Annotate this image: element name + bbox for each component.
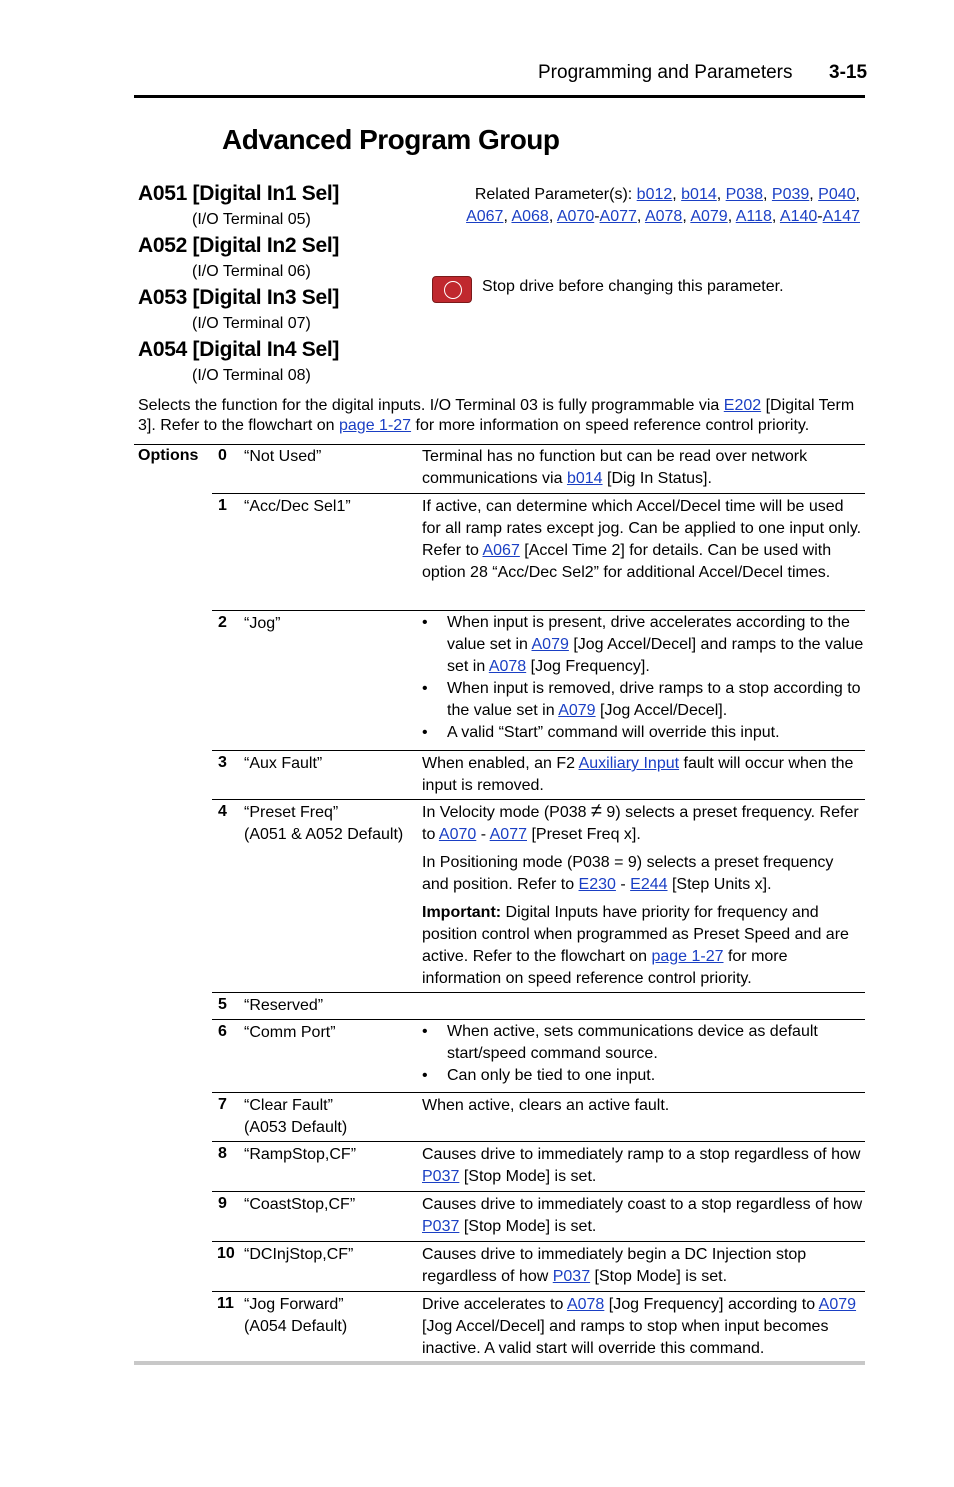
option-description bbox=[422, 612, 864, 744]
option-default-note: (A051 & A052 Default) bbox=[244, 826, 404, 843]
desc-text: for more information on speed reference control priority. bbox=[411, 417, 810, 434]
option-row-11 bbox=[212, 1291, 865, 1362]
option-description bbox=[422, 446, 864, 490]
option-row-0 bbox=[212, 444, 865, 493]
option-row-6 bbox=[212, 1019, 865, 1093]
option-row-7 bbox=[212, 1092, 865, 1142]
option-text: Causes drive to immediately ramp to a stop regardless of how bbox=[422, 1146, 861, 1163]
option-text: [Jog Accel/Decel] and ramps to the value set in bbox=[447, 636, 864, 675]
options-label: Options bbox=[138, 447, 199, 464]
link-a068[interactable]: A068 bbox=[511, 208, 549, 225]
link-p040[interactable]: P040 bbox=[818, 186, 856, 203]
link-p037[interactable]: P037 bbox=[422, 1218, 460, 1235]
related-label: Related Parameter(s): bbox=[474, 186, 637, 203]
option-text: [Jog Accel/Decel]. bbox=[595, 702, 728, 719]
option-text: Causes drive to immediately begin a DC Injection stop regardless of how bbox=[422, 1246, 807, 1285]
link-a079[interactable]: A079 bbox=[558, 702, 596, 719]
param-name-a053: A053 [Digital In3 Sel] bbox=[138, 286, 340, 309]
link-a078[interactable]: A078 bbox=[644, 208, 683, 225]
link-a079[interactable]: A079 bbox=[531, 636, 569, 653]
option-text: Terminal has no function but can be read over network communications via bbox=[422, 448, 808, 487]
option-text: [Stop Mode] is set. bbox=[459, 1218, 597, 1235]
param-terminal-a051: (I/O Terminal 05) bbox=[192, 211, 311, 228]
option-name-line: “Jog Forward” bbox=[244, 1296, 344, 1313]
link-a079[interactable]: A079 bbox=[818, 1296, 857, 1313]
option-default-note: (A053 Default) bbox=[244, 1119, 348, 1136]
link-page-1-27[interactable]: page 1-27 bbox=[651, 948, 724, 965]
link-a077[interactable]: A077 bbox=[489, 826, 527, 843]
option-number: 1 bbox=[218, 497, 227, 514]
option-name: “Comm Port” bbox=[244, 1024, 336, 1041]
running-header-title: Programming and Parameters bbox=[538, 62, 793, 83]
option-number: 10 bbox=[217, 1245, 235, 1262]
option-name: “Jog” bbox=[244, 615, 281, 632]
link-a070[interactable]: A070 bbox=[556, 208, 595, 225]
page-number: 3-15 bbox=[829, 62, 868, 83]
option-text: [Stop Mode] is set. bbox=[459, 1168, 597, 1185]
link-a070[interactable]: A070 bbox=[438, 826, 477, 843]
option-default-note: (A054 Default) bbox=[244, 1318, 348, 1335]
option-name bbox=[244, 1095, 419, 1139]
option-row-9 bbox=[212, 1191, 865, 1242]
param-terminal-a052: (I/O Terminal 06) bbox=[192, 263, 311, 280]
param-terminal-a053: (I/O Terminal 07) bbox=[192, 315, 311, 332]
option-description bbox=[422, 1294, 864, 1360]
option-description bbox=[422, 496, 864, 584]
page-title: Advanced Program Group bbox=[222, 124, 560, 155]
option-name: “CoastStop,CF” bbox=[244, 1196, 356, 1213]
option-name: “Acc/Dec Sel1” bbox=[244, 498, 351, 515]
option-name: “Aux Fault” bbox=[244, 755, 323, 772]
option-text: [Preset Freq x]. bbox=[527, 826, 641, 843]
bullet-item bbox=[422, 612, 864, 678]
option-description bbox=[422, 1021, 864, 1087]
link-a140[interactable]: A140 bbox=[779, 208, 818, 225]
link-b012[interactable]: b012 bbox=[636, 186, 673, 203]
option-row-10 bbox=[212, 1241, 865, 1292]
option-text: - bbox=[476, 826, 490, 843]
option-row-3 bbox=[212, 750, 865, 800]
table-bottom-rule bbox=[134, 1361, 865, 1365]
parameter-description bbox=[138, 396, 862, 436]
link-b014[interactable]: b014 bbox=[566, 470, 603, 487]
option-row-4 bbox=[212, 799, 865, 993]
link-p039[interactable]: P039 bbox=[771, 186, 810, 203]
option-description bbox=[422, 1144, 864, 1188]
option-name: “DCInjStop,CF” bbox=[244, 1246, 354, 1263]
option-text: [Jog Frequency] according to bbox=[604, 1296, 819, 1313]
param-name-a052: A052 [Digital In2 Sel] bbox=[138, 234, 340, 257]
option-name bbox=[244, 802, 419, 846]
link-auxiliary-input[interactable]: Auxiliary Input bbox=[578, 755, 680, 772]
option-row-8 bbox=[212, 1141, 865, 1192]
option-description: When active, clears an active fault. bbox=[422, 1097, 670, 1114]
option-text: [Dig In Status]. bbox=[602, 470, 712, 487]
important-label: Important: bbox=[422, 904, 502, 921]
link-a118[interactable]: A118 bbox=[735, 208, 772, 225]
link-a078[interactable]: A078 bbox=[488, 658, 527, 675]
link-a078[interactable]: A078 bbox=[566, 1296, 605, 1313]
link-e244[interactable]: E244 bbox=[630, 876, 668, 893]
link-b014[interactable]: b014 bbox=[681, 186, 717, 203]
option-text: [Accel Time 2] for details. Can be used with option 28 “Acc/Dec Sel2” for additional Accel/Decel times. bbox=[422, 542, 832, 581]
option-name-line: “Preset Freq” bbox=[244, 804, 339, 821]
desc-text: [Digital Term 3]. Refer to the flowchart on bbox=[138, 397, 855, 434]
link-a077[interactable]: A077 bbox=[599, 208, 637, 225]
option-name bbox=[244, 1294, 419, 1338]
link-a147[interactable]: A147 bbox=[822, 208, 860, 225]
option-text: In Velocity mode (P038 bbox=[422, 804, 591, 821]
option-number: 0 bbox=[218, 447, 227, 464]
option-text: When input is removed, drive ramps to a stop according to the value set in bbox=[447, 680, 861, 719]
option-text: for more information on speed reference control priority. bbox=[422, 948, 788, 987]
stop-notice: Stop drive before changing this parameter. bbox=[482, 278, 784, 295]
related-parameters: Related Parameter(s): b012, b014, P038, P039, P040, A067, A068, A070-A077, A078, A079, A118, A140-A147 bbox=[466, 186, 860, 225]
param-name-a051: A051 [Digital In1 Sel] bbox=[138, 182, 340, 205]
option-text: Digital Inputs have priority for frequency and position control when programmed as Preset Speed and are active. Refer to the flowchart on bbox=[422, 904, 849, 965]
option-text: [Stop Mode] is set. bbox=[590, 1268, 728, 1285]
option-text: [Step Units x]. bbox=[667, 876, 772, 893]
velocity-mode-paragraph bbox=[422, 802, 864, 846]
option-text: [Jog Accel/Decel] and ramps to stop when input becomes inactive. A valid start will override this command. bbox=[422, 1318, 829, 1357]
bullet-item: • When active, sets communications device as default start/speed command source. bbox=[422, 1021, 864, 1065]
option-number: 8 bbox=[218, 1145, 227, 1162]
option-name: “Not Used” bbox=[244, 448, 322, 465]
option-number: 11 bbox=[217, 1295, 234, 1312]
option-description bbox=[422, 1244, 864, 1288]
link-p037[interactable]: P037 bbox=[422, 1168, 460, 1185]
link-e230[interactable]: E230 bbox=[578, 876, 616, 893]
option-name: “RampStop,CF” bbox=[244, 1146, 357, 1163]
option-number: 6 bbox=[218, 1023, 227, 1040]
option-description bbox=[422, 753, 864, 797]
option-number: 2 bbox=[218, 614, 227, 631]
option-name: “Reserved” bbox=[244, 997, 324, 1014]
link-page-1-27[interactable]: page 1-27 bbox=[339, 417, 412, 434]
link-a079[interactable]: A079 bbox=[690, 208, 728, 225]
option-description bbox=[422, 802, 864, 996]
option-number: 4 bbox=[218, 803, 227, 820]
positioning-mode-paragraph bbox=[422, 852, 864, 896]
option-text: If active, can determine which Accel/Decel time will be used for all ramp rates except jog. Can be applied to one input only. Refer to bbox=[422, 498, 862, 559]
option-description bbox=[422, 1194, 864, 1238]
header-rule bbox=[134, 95, 865, 98]
stop-drive-icon bbox=[432, 276, 472, 303]
bullet-item bbox=[422, 678, 864, 722]
option-row-2 bbox=[212, 610, 865, 751]
bullet-item: • Can only be tied to one input. bbox=[422, 1065, 864, 1087]
option-text: Causes drive to immediately coast to a stop regardless of how bbox=[422, 1196, 863, 1213]
important-note bbox=[422, 902, 864, 990]
option-text: Drive accelerates to bbox=[422, 1296, 567, 1313]
link-a067[interactable]: A067 bbox=[482, 542, 520, 559]
option-text: When input is present, drive accelerates according to the value set in bbox=[447, 614, 850, 653]
option-text: - bbox=[615, 876, 631, 893]
desc-text: Selects the function for the digital inputs. I/O Terminal 03 is fully programmable via bbox=[138, 397, 724, 414]
option-text: When enabled, an F2 bbox=[422, 755, 579, 772]
param-name-a054: A054 [Digital In4 Sel] bbox=[138, 338, 340, 361]
option-number: 3 bbox=[218, 754, 227, 771]
option-text: [Jog Frequency]. bbox=[526, 658, 650, 675]
link-p037[interactable]: P037 bbox=[552, 1268, 591, 1285]
option-row-5 bbox=[212, 992, 865, 1020]
option-name-line: “Clear Fault” bbox=[244, 1097, 333, 1114]
link-p038[interactable]: P038 bbox=[725, 186, 764, 203]
option-number: 5 bbox=[218, 996, 227, 1013]
option-text: 9) selects a preset frequency. Refer to bbox=[422, 804, 859, 843]
link-a067[interactable]: A067 bbox=[466, 208, 504, 225]
option-text: In Positioning mode (P038 = 9) selects a preset frequency and position. Refer to bbox=[422, 854, 834, 893]
not-equal-symbol: ≠ bbox=[590, 800, 602, 822]
bullet-item: • A valid “Start” command will override this input. bbox=[422, 722, 864, 744]
option-row-1 bbox=[212, 493, 865, 611]
option-text: fault will occur when the input is removed. bbox=[422, 755, 854, 794]
option-number: 7 bbox=[218, 1096, 227, 1113]
param-terminal-a054: (I/O Terminal 08) bbox=[192, 367, 311, 384]
option-number: 9 bbox=[218, 1195, 227, 1212]
link-e202[interactable]: E202 bbox=[723, 397, 762, 414]
